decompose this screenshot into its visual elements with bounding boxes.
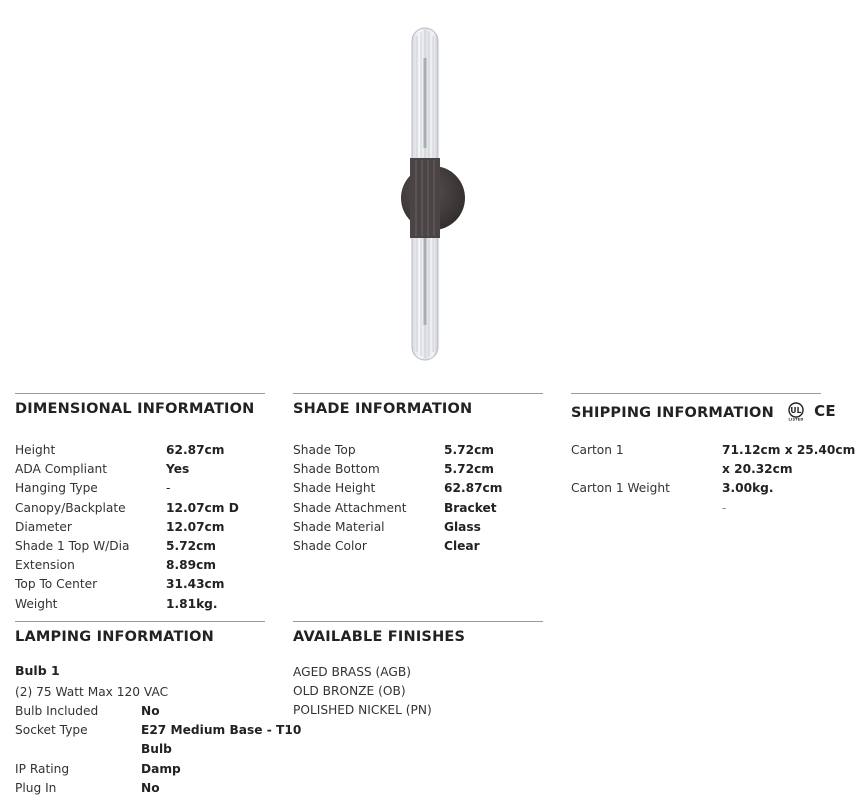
spec-label: Carton 1 — [571, 443, 624, 457]
section-title: SHADE INFORMATION — [293, 401, 473, 417]
spec-value: No — [141, 780, 160, 795]
spec-value: x 20.32cm — [722, 462, 793, 477]
spec-label: Shade Color — [293, 538, 367, 553]
section-title-text: SHIPPING INFORMATION — [571, 405, 774, 421]
dimensional-section — [15, 393, 265, 611]
finishes-section — [293, 621, 543, 717]
spec-label: Weight — [15, 596, 58, 611]
spec-value: Glass — [444, 519, 481, 534]
divider — [571, 393, 821, 394]
shade-section — [293, 393, 543, 553]
spec-label: Shade Height — [293, 481, 376, 496]
spec-label: Shade Bottom — [293, 462, 380, 477]
finish-item: POLISHED NICKEL (PN) — [293, 703, 432, 717]
spec-value: - — [166, 481, 171, 496]
divider — [293, 621, 543, 622]
spec-label: Height — [15, 443, 56, 457]
finish-item: AGED BRASS (AGB) — [293, 665, 411, 679]
spec-label: Shade Material — [293, 519, 385, 534]
divider — [15, 393, 265, 394]
spec-label: Shade Top — [293, 443, 356, 457]
bulb-heading: Bulb 1 — [15, 663, 60, 678]
section-title: LAMPING INFORMATION — [15, 629, 214, 645]
svg-text:CE: CE — [814, 402, 836, 420]
section-title: DIMENSIONAL INFORMATION — [15, 401, 255, 417]
spec-value: 31.43cm — [166, 577, 225, 592]
spec-value: Bracket — [444, 500, 497, 515]
spec-value: 71.12cm x 25.40cm — [722, 443, 855, 457]
spec-value: 5.72cm — [166, 538, 216, 553]
spec-value: Damp — [141, 761, 181, 776]
wall-sconce-illustration — [380, 20, 490, 365]
certification-icons — [787, 401, 839, 425]
spec-label: Carton 1 Weight — [571, 481, 670, 496]
spec-label: Plug In — [15, 780, 57, 795]
divider — [15, 621, 265, 622]
spec-label: Top To Center — [15, 577, 98, 592]
spec-value: Bulb — [141, 742, 172, 757]
spec-label: ADA Compliant — [15, 462, 108, 477]
spec-value: No — [141, 704, 160, 718]
spec-value: Clear — [444, 538, 480, 553]
spec-value: 5.72cm — [444, 443, 494, 457]
spec-value: 62.87cm — [444, 481, 503, 496]
spec-value: 5.72cm — [444, 462, 494, 477]
spec-value: 62.87cm — [166, 443, 225, 457]
spec-label: Diameter — [15, 519, 72, 534]
spec-value: 8.89cm — [166, 558, 216, 573]
spec-label: Shade Attachment — [293, 500, 407, 515]
svg-text:UL: UL — [790, 406, 802, 415]
spec-label: IP Rating — [15, 761, 70, 776]
spec-label: Canopy/Backplate — [15, 500, 126, 515]
spec-value: Yes — [166, 462, 190, 477]
spec-value: E27 Medium Base - T10 — [141, 723, 302, 738]
finish-item: OLD BRONZE (OB) — [293, 684, 406, 698]
spec-value: 1.81kg. — [166, 596, 218, 611]
divider — [293, 393, 543, 394]
ul-ce-icon — [787, 401, 839, 421]
section-title — [571, 401, 839, 425]
lamping-section — [15, 621, 302, 795]
product-image — [380, 20, 490, 365]
spec-value: - — [722, 500, 727, 515]
shipping-section — [571, 393, 855, 515]
spec-label: Extension — [15, 558, 75, 573]
svg-text:LISTED: LISTED — [788, 417, 804, 422]
spec-label: Shade 1 Top W/Dia — [15, 538, 130, 553]
spec-label: Hanging Type — [15, 481, 98, 496]
bulb-description: (2) 75 Watt Max 120 VAC — [15, 685, 169, 699]
spec-label: Socket Type — [15, 723, 88, 738]
section-title: AVAILABLE FINISHES — [293, 629, 466, 645]
spec-label: Bulb Included — [15, 704, 99, 718]
spec-value: 12.07cm — [166, 519, 225, 534]
spec-value: 12.07cm D — [166, 500, 239, 515]
spec-value: 3.00kg. — [722, 481, 774, 496]
